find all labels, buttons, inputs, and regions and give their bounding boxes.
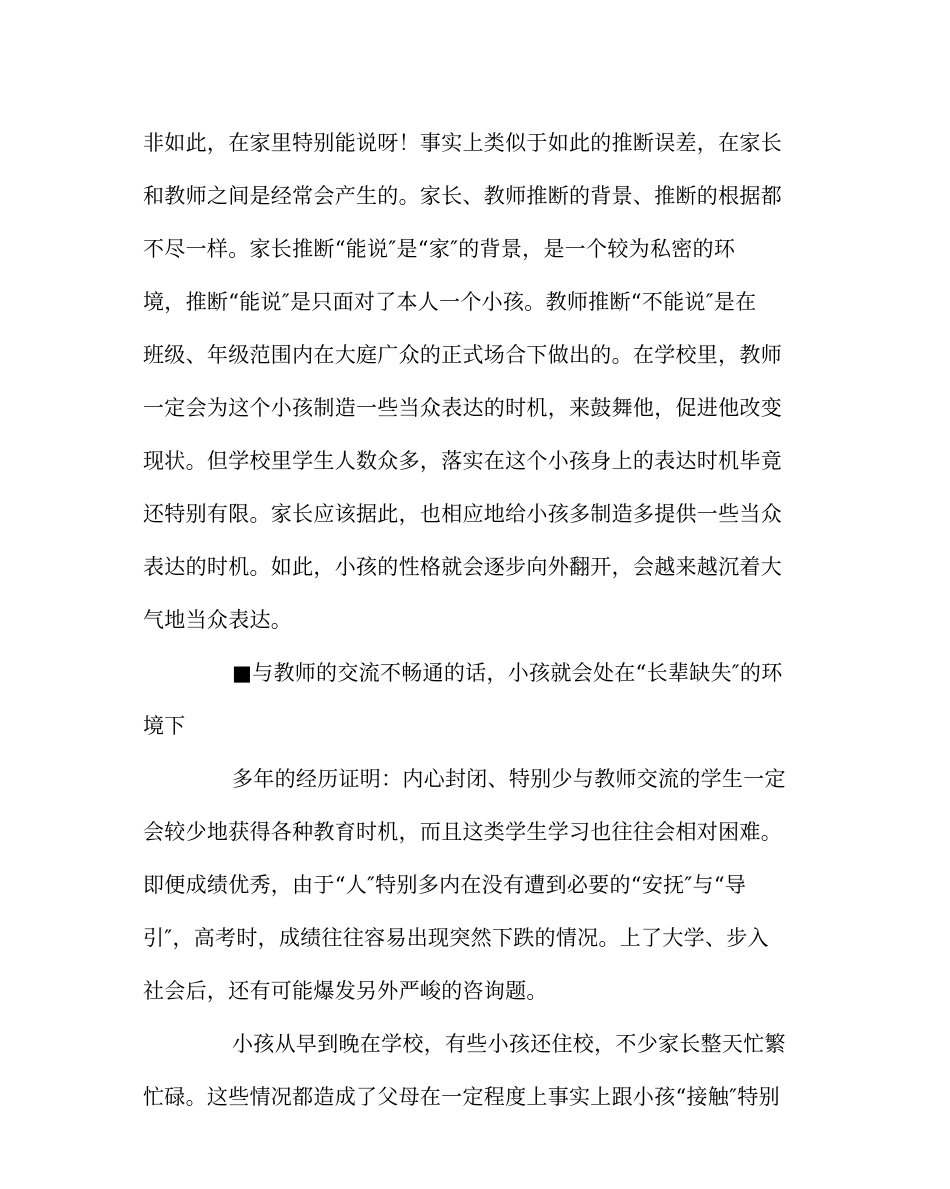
text-line: 引″，高考时，成绩往往容易出现突然下跌的情况。上了大学、步入 xyxy=(143,926,769,950)
paragraph-start: 小孩从早到晚在学校，有些小孩还住校，不少家长整天忙繁 xyxy=(232,1032,786,1056)
text-line: 不尽一样。家长推断“能说″是“家″的背景，是一个较为私密的环 xyxy=(143,237,736,261)
text-line: 表达的时机。如此，小孩的性格就会逐步向外翻开，会越来越沉着大 xyxy=(143,555,782,579)
text-line: 和教师之间是经常会产生的。家长、教师推断的背景、推断的根据都 xyxy=(143,184,782,208)
text-line: 社会后，还有可能爆发另外严峻的咨询题。 xyxy=(143,979,548,1003)
text-line: 班级、年级范围内在大庭广众的正式场合下做出的。在学校里，教师 xyxy=(143,343,782,367)
text-line: 会较少地获得各种教育时机，而且这类学生学习也往往会相对困难。 xyxy=(143,820,782,844)
text-line: 气地当众表达。 xyxy=(143,608,293,632)
paragraph-start: 多年的经历证明：内心封闭、特别少与教师交流的学生一定 xyxy=(232,767,786,791)
text-line: 非如此，在家里特别能说呀！事实上类似于如此的推断误差，在家长 xyxy=(143,131,782,155)
text-line: 即便成绩优秀，由于“人″特别多内在没有遭到必要的“安抚″与“导 xyxy=(143,873,747,897)
text-line: 现状。但学校里学生人数众多，落实在这个小孩身上的表达时机毕竟 xyxy=(143,449,782,473)
section-heading: ■与教师的交流不畅通的话，小孩就会处在“长辈缺失″的环 xyxy=(232,661,783,685)
text-line: 一定会为这个小孩制造一些当众表达的时机，来鼓舞他，促进他改变 xyxy=(143,396,782,420)
text-line: 还特别有限。家长应该据此，也相应地给小孩多制造多提供一些当众 xyxy=(143,502,782,526)
section-heading-cont: 境下 xyxy=(143,714,186,738)
text-line: 境，推断“能说″是只面对了本人一个小孩。教师推断“不能说″是在 xyxy=(143,290,757,314)
text-line: 忙碌。这些情况都造成了父母在一定程度上事实上跟小孩“接触″特别 xyxy=(143,1085,780,1109)
